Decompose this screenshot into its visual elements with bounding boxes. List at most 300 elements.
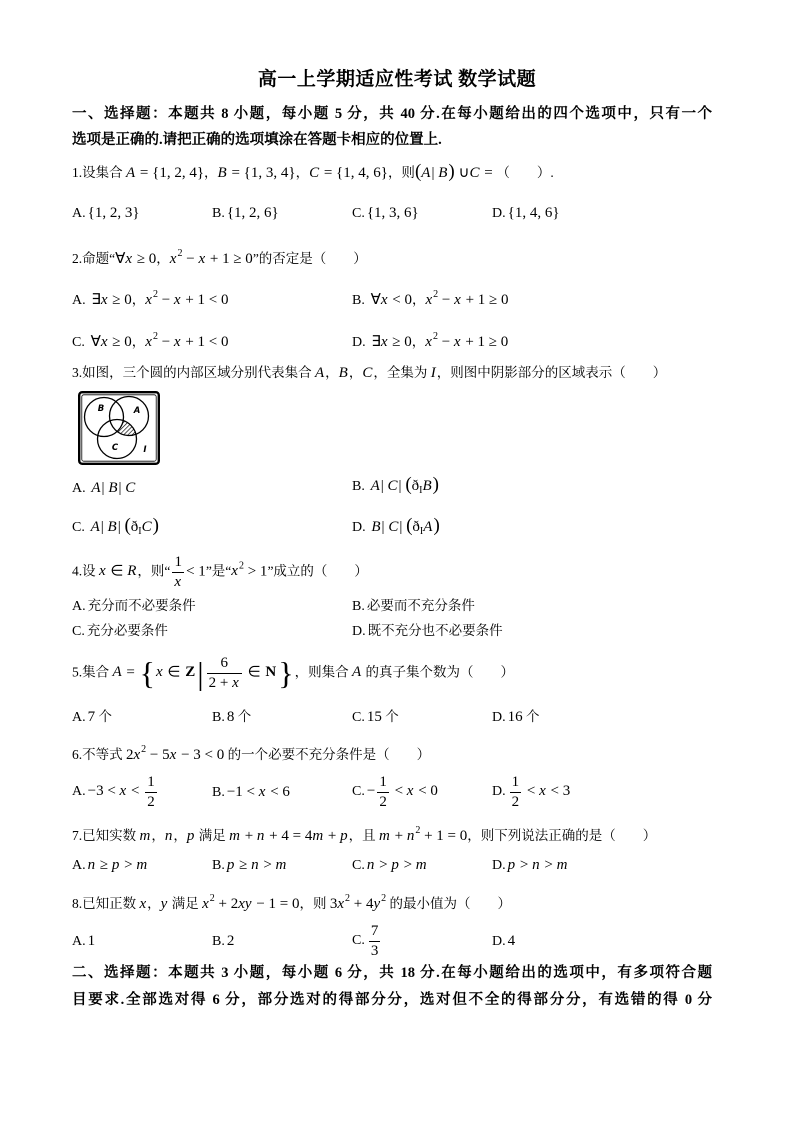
text: 的真子集个数为（ ）	[362, 664, 515, 680]
math-symbol: ð	[411, 478, 420, 494]
option-content	[88, 933, 96, 948]
math-symbol: −3 <	[87, 783, 120, 800]
math-symbol: − 3 < 0	[177, 746, 225, 763]
math-variable: C	[469, 164, 480, 181]
option-d	[492, 929, 515, 953]
fraction-numerator	[510, 775, 522, 793]
math-variable: n	[87, 856, 96, 873]
option-content	[86, 331, 229, 350]
question-1-text	[72, 162, 554, 183]
option-content	[88, 598, 196, 613]
text: 满足	[195, 827, 230, 843]
question-2-text	[72, 244, 367, 269]
math-symbol: >	[540, 856, 557, 873]
math-symbol: 2	[379, 793, 387, 810]
text: ”的否定是（ ）	[252, 250, 367, 266]
math-variable: p	[507, 856, 516, 873]
math-symbol: 1	[174, 553, 182, 570]
math-symbol: −	[438, 292, 455, 308]
text: ，	[411, 334, 426, 349]
math-symbol: = {1, 3, 4}	[227, 164, 296, 181]
text: ，则下列说法正确的是（ ）	[467, 827, 657, 843]
math-variable: n	[256, 827, 265, 844]
math-symbol: < 0	[388, 292, 412, 308]
math-variable: x	[232, 674, 239, 691]
math-variable: m	[379, 827, 390, 844]
text: ，	[325, 365, 339, 380]
option-b	[212, 705, 251, 729]
text: 既不充分也不必要条件	[367, 622, 503, 638]
math-symbol: + 1 = 0	[420, 827, 468, 844]
question-5-text	[72, 656, 514, 691]
option-c	[352, 773, 438, 810]
option-body	[212, 707, 251, 728]
math-symbol: <	[390, 783, 407, 800]
question-7-options	[72, 853, 722, 877]
option-label: A.	[72, 293, 86, 308]
math-symbol: |	[380, 478, 388, 494]
option-label: D.	[492, 784, 506, 800]
option-content	[87, 623, 168, 638]
fraction	[377, 775, 389, 810]
option-c	[352, 201, 419, 225]
superscript: 2	[381, 892, 387, 904]
text: 3.如图，三个圆的内部区域分别代表集合	[72, 365, 315, 380]
fraction-denominator	[207, 674, 242, 691]
math-symbol: 1	[87, 932, 96, 949]
option-label: A.	[72, 933, 86, 949]
math-symbol: = {1, 2, 4}	[136, 164, 205, 181]
math-symbol: 2	[147, 793, 155, 810]
math-symbol: >	[516, 856, 533, 873]
math-symbol: −	[366, 783, 376, 800]
option-d	[492, 705, 540, 729]
option-body	[72, 707, 112, 728]
math-variable: A	[126, 164, 136, 181]
math-symbol: + 1 ≥ 0	[206, 250, 253, 267]
section-2-instructions: 二、选择题：本题共 3 小题，每小题 6 分，共 18 分.在每小题给出的选项中，有多项符合题	[72, 965, 712, 981]
math-variable: x	[231, 563, 238, 580]
option-label: A.	[72, 709, 86, 725]
math-symbol: 8	[226, 708, 235, 725]
math-symbol: =	[122, 664, 139, 681]
math-symbol: 7	[370, 922, 379, 939]
text: 5.集合	[72, 664, 113, 680]
option-c	[352, 922, 382, 959]
option-d	[352, 517, 440, 541]
option-body	[492, 707, 540, 728]
math-variable: n	[406, 827, 415, 844]
option-label: A.	[72, 857, 86, 873]
math-variable: x	[133, 746, 141, 763]
fraction-numerator	[369, 924, 381, 942]
math-symbol: ∀	[366, 292, 381, 308]
question-2-options-row-1	[72, 286, 722, 310]
option-b	[352, 286, 509, 310]
option-body	[212, 782, 290, 803]
option-body	[72, 516, 159, 542]
option-label: B.	[352, 598, 365, 614]
option-content	[368, 623, 503, 638]
math-symbol: 4	[507, 932, 516, 949]
math-variable: n	[251, 856, 259, 873]
math-variable: x	[198, 250, 206, 267]
question-5-stem	[72, 654, 722, 691]
superscript: 2	[177, 247, 183, 259]
fraction-denominator	[377, 793, 389, 810]
option-content	[88, 857, 149, 872]
math-symbol: |	[381, 519, 389, 535]
math-variable: A	[91, 479, 101, 496]
math-symbol: −	[182, 250, 199, 267]
text: ，则“	[137, 563, 171, 579]
text: 的最小值为（ ）	[386, 895, 512, 911]
option-d	[352, 619, 503, 643]
option-label: B.	[212, 857, 225, 873]
math-parenthesis: )	[448, 160, 455, 182]
section-2-heading-line-1	[72, 961, 722, 985]
option-body	[352, 775, 438, 810]
math-symbol: ∀	[115, 250, 126, 267]
math-symbol: 2	[226, 932, 235, 949]
question-3-text	[72, 363, 666, 383]
math-variable: m	[415, 856, 427, 873]
text: 充分必要条件	[86, 622, 168, 638]
math-variable: x	[100, 292, 108, 308]
text: 的一个必要不充分条件是（ ）	[224, 746, 431, 762]
math-variable: x	[156, 664, 163, 681]
superscript: 2	[433, 289, 439, 300]
math-variable: A	[315, 365, 325, 381]
set-label-a: A	[133, 406, 141, 416]
fraction-numerator	[145, 775, 157, 793]
text: ，全集为	[373, 365, 431, 380]
math-symbol: + 1 ≥ 0	[461, 292, 509, 308]
option-body	[492, 855, 568, 876]
math-variable: x	[100, 334, 108, 350]
option-body	[72, 203, 140, 224]
superscript: 2	[141, 743, 147, 755]
math-variable: R	[127, 563, 137, 580]
text: 7.已知实数	[72, 827, 140, 843]
question-4-text	[72, 555, 368, 590]
option-label: D.	[492, 709, 506, 725]
math-symbol: < 3	[546, 783, 571, 800]
text: ，	[204, 164, 218, 180]
math-symbol: |	[431, 164, 439, 181]
option-content	[508, 857, 569, 872]
superscript: 2	[152, 331, 158, 342]
text: 4.设	[72, 563, 99, 579]
math-variable: x	[406, 783, 414, 800]
math-variable: x	[202, 895, 209, 912]
option-content	[508, 205, 560, 220]
option-label: C.	[72, 335, 85, 350]
math-variable: x	[174, 573, 182, 590]
text: 必要而不充分条件	[366, 597, 475, 613]
math-variable: p	[340, 827, 348, 844]
math-symbol: <	[127, 783, 144, 800]
option-c	[72, 328, 229, 352]
section-1-heading-line-1	[72, 102, 722, 126]
math-symbol: ð	[130, 519, 139, 535]
question-7-stem	[72, 821, 722, 845]
option-b	[212, 929, 234, 953]
math-bracket: }	[278, 655, 294, 691]
math-symbol: ð	[412, 519, 420, 535]
option-body	[352, 516, 440, 542]
math-variable: x	[125, 250, 133, 267]
math-variable: xy	[238, 895, 252, 912]
math-symbol: ∈	[243, 664, 265, 681]
text: ，则图中阴影部分的区域表示（ ）	[436, 365, 667, 380]
math-variable: A	[421, 164, 431, 181]
option-b	[212, 780, 290, 804]
math-symbol: ∈	[106, 563, 128, 580]
option-label: B.	[352, 293, 365, 308]
math-variable: n	[366, 856, 375, 873]
text: ，	[156, 250, 170, 266]
math-variable: A	[90, 519, 100, 535]
math-variable: C	[387, 478, 398, 494]
fraction	[207, 656, 242, 691]
text: 6.不等式	[72, 746, 126, 762]
text: ”是“	[205, 563, 232, 579]
option-content	[87, 515, 159, 537]
math-symbol: >	[375, 856, 392, 873]
option-label: A.	[72, 598, 86, 614]
math-variable: A	[423, 519, 433, 535]
question-3-stem	[72, 361, 722, 385]
math-variable: n	[164, 827, 173, 844]
option-label: B.	[212, 784, 225, 800]
math-variable: m	[136, 856, 148, 873]
option-content	[227, 709, 251, 724]
math-symbol: + 4 = 4	[265, 827, 313, 844]
math-symbol: 2	[511, 793, 520, 810]
math-symbol: < 0	[414, 783, 438, 800]
option-content	[508, 933, 516, 948]
math-symbol: −	[157, 334, 174, 350]
option-c	[352, 705, 399, 729]
option-label: D.	[492, 205, 506, 221]
math-variable: m	[275, 856, 287, 873]
math-symbol: + 2	[214, 895, 239, 912]
fraction-denominator	[510, 793, 522, 810]
text: 8.已知正数	[72, 895, 140, 911]
math-variable: C	[141, 519, 152, 535]
option-body	[72, 931, 95, 952]
text: ，	[147, 895, 161, 911]
math-symbol: |	[100, 519, 108, 535]
superscript: 2	[432, 331, 438, 342]
math-variable: x	[380, 334, 388, 350]
math-variable: p	[391, 856, 399, 873]
math-symbol: 2	[126, 746, 134, 763]
option-body	[72, 327, 229, 353]
math-variable: x	[539, 783, 546, 800]
question-6-options	[72, 773, 722, 810]
math-variable: n	[532, 856, 540, 873]
math-variable: p	[226, 856, 235, 873]
math-symbol: 1	[511, 773, 520, 790]
math-parenthesis: )	[152, 515, 159, 536]
math-variable: C	[125, 479, 136, 496]
math-parenthesis: (	[405, 474, 412, 495]
math-symbol: <	[523, 783, 540, 800]
superscript: 2	[345, 892, 351, 904]
math-symbol: −1 <	[226, 783, 259, 800]
option-label: A.	[72, 205, 86, 221]
venn-diagram	[78, 391, 160, 465]
option-label: D.	[352, 623, 366, 639]
math-variable: x	[425, 292, 433, 308]
option-b	[212, 201, 279, 225]
option-content	[367, 205, 419, 220]
option-a	[72, 201, 140, 225]
math-symbol: 16	[507, 708, 523, 725]
math-symbol: {1, 2, 6}	[226, 204, 279, 221]
section-2-instructions: 目要求.全部选对得 6 分，部分选对的得部分分，选对但不全的得部分分，有选错的得 0 分	[72, 992, 712, 1008]
option-d	[492, 853, 568, 877]
subscript: I	[419, 526, 424, 537]
math-variable: y	[160, 895, 168, 912]
math-variable: x	[145, 292, 152, 308]
math-parenthesis: (	[414, 160, 422, 182]
math-symbol: >	[399, 856, 416, 873]
option-a	[72, 853, 148, 877]
option-content	[88, 709, 112, 724]
math-variable: x	[454, 292, 461, 308]
math-symbol: ∃	[87, 292, 101, 308]
math-symbol: + 1 ≥ 0	[461, 334, 509, 350]
text: ，	[295, 164, 310, 180]
text: ，	[151, 827, 165, 843]
math-symbol: ≥	[235, 856, 252, 873]
option-label: B.	[212, 933, 225, 949]
option-content	[508, 773, 571, 810]
question-6-text	[72, 740, 430, 765]
math-symbol: ≥ 0	[133, 250, 157, 267]
question-4-options-row-2	[72, 619, 722, 643]
option-d	[492, 201, 560, 225]
section-1-heading-line-2	[72, 128, 722, 152]
option-content	[367, 331, 509, 350]
math-parenthesis: )	[432, 474, 439, 495]
set-label-c: C	[111, 443, 119, 453]
option-a	[72, 929, 95, 953]
math-symbol: 3	[370, 942, 379, 959]
math-symbol: + 4	[350, 895, 374, 912]
math-variable: p	[111, 856, 120, 873]
option-b	[352, 476, 439, 500]
math-variable: B	[422, 478, 432, 494]
math-variable: B	[217, 164, 227, 181]
option-a	[72, 286, 229, 310]
math-variable: x	[119, 783, 127, 800]
option-content	[367, 709, 399, 724]
option-a	[72, 773, 159, 810]
option-label: D.	[352, 335, 366, 350]
math-symbol: |	[118, 479, 126, 496]
superscript: 2	[415, 824, 421, 836]
option-label: C.	[352, 933, 365, 949]
math-symbol: >	[259, 856, 276, 873]
option-label: C.	[352, 205, 365, 221]
text: ，	[131, 292, 146, 307]
option-content	[87, 773, 159, 810]
option-body	[352, 621, 503, 642]
option-content	[227, 933, 235, 948]
math-variable: x	[139, 895, 147, 912]
math-symbol: 1	[147, 773, 155, 790]
math-symbol: −	[157, 292, 174, 308]
math-symbol: + 1 < 0	[181, 292, 229, 308]
option-content	[227, 205, 279, 220]
superscript: 2	[152, 289, 158, 300]
math-variable: B	[371, 519, 381, 535]
option-body	[352, 327, 508, 353]
math-symbol: |	[398, 478, 406, 494]
option-c	[72, 619, 168, 643]
text: ，且	[348, 827, 380, 843]
number-set-symbol: Z	[185, 664, 196, 681]
math-symbol: =	[480, 164, 497, 181]
option-label: C.	[352, 857, 365, 873]
option-body	[352, 475, 439, 501]
math-parenthesis: (	[406, 515, 413, 536]
question-6-stem	[72, 740, 722, 764]
option-b	[352, 594, 475, 618]
math-symbol: >	[120, 856, 137, 873]
math-symbol: {1, 3, 6}	[366, 204, 419, 221]
math-variable: x	[173, 292, 181, 308]
math-variable: I	[430, 365, 436, 381]
math-variable: x	[453, 334, 461, 350]
option-content	[367, 598, 475, 613]
text: ，	[348, 365, 363, 380]
math-symbol: 2 +	[208, 674, 233, 691]
option-b	[212, 853, 287, 877]
fraction	[145, 775, 157, 810]
option-c	[72, 517, 159, 541]
math-symbol: ≥ 0	[108, 334, 132, 350]
exam-title: 高一上学期适应性考试 数学试题	[257, 69, 537, 90]
question-8-stem	[72, 889, 722, 913]
text: ，则	[387, 164, 415, 180]
option-a	[72, 594, 196, 618]
math-variable: C	[388, 519, 399, 535]
text: ，则集合	[294, 664, 352, 680]
superscript: 2	[238, 560, 244, 572]
math-symbol: ≥	[96, 856, 112, 873]
option-label: C.	[352, 709, 365, 725]
text: 个	[522, 708, 540, 724]
option-body	[352, 924, 382, 959]
math-variable: m	[556, 856, 568, 873]
option-label: A.	[72, 480, 86, 496]
math-variable: B	[108, 479, 118, 496]
number-set-symbol: N	[265, 664, 277, 681]
text: 个	[234, 708, 252, 724]
math-variable: x	[337, 895, 345, 912]
option-content	[87, 289, 229, 308]
text: ，	[131, 334, 146, 349]
option-body	[492, 775, 570, 810]
text: ”成立的（ ）	[267, 563, 368, 579]
math-variable: x	[169, 250, 177, 267]
math-symbol: 7	[87, 708, 96, 725]
